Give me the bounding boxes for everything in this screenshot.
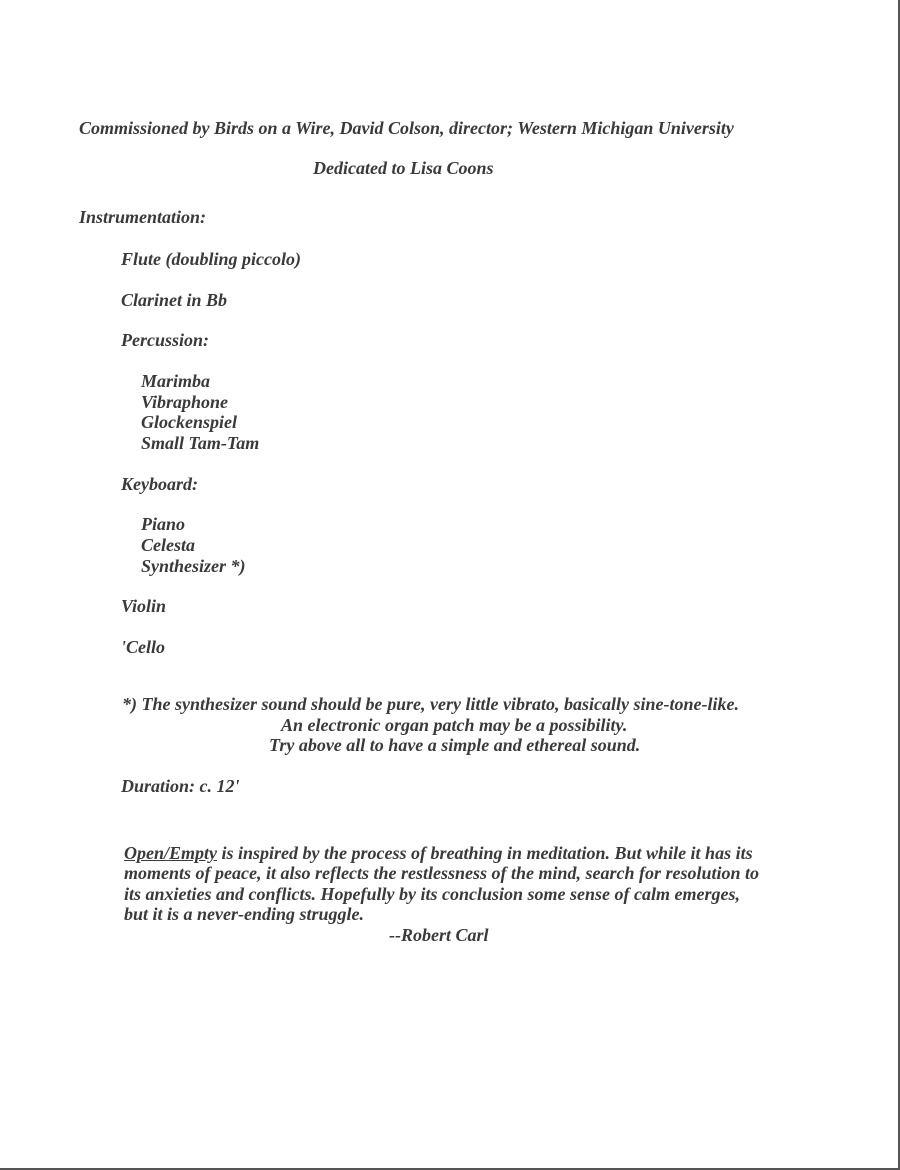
percussion-item: Small Tam-Tam <box>141 433 260 453</box>
percussion-item: Marimba <box>141 371 211 391</box>
keyboard-heading: Keyboard: <box>121 474 198 494</box>
work-title: Open/Empty <box>124 843 217 863</box>
footnote-line-1: *) The synthesizer sound should be pure, very little vibrato, basically sine-tone-like. <box>122 694 739 714</box>
instrument-clarinet: Clarinet in Bb <box>121 290 228 310</box>
keyboard-item: Piano <box>141 514 186 534</box>
keyboard-item: Synthesizer *) <box>141 556 246 576</box>
percussion-heading: Percussion: <box>121 330 210 350</box>
instrumentation-heading: Instrumentation: <box>79 207 207 227</box>
footnote-line-2: An electronic organ patch may be a possibility. <box>281 715 628 735</box>
program-note-line-2: moments of peace, it also reflects the restlessness of the mind, search for resolution to <box>124 863 759 883</box>
commission-line: Commissioned by Birds on a Wire, David Colson, director; Western Michigan University <box>79 118 734 138</box>
program-note-line-1 <box>124 843 753 864</box>
dedication-line: Dedicated to Lisa Coons <box>313 158 494 178</box>
instrument-violin: Violin <box>121 596 167 616</box>
program-note-line-4: but it is a never-ending struggle. <box>124 904 365 924</box>
instrument-cello: 'Cello <box>121 637 165 657</box>
percussion-item: Glockenspiel <box>141 412 237 432</box>
program-note-line-3: its anxieties and conflicts. Hopefully by its conclusion some sense of calm emerges, <box>124 884 740 904</box>
duration: Duration: c. 12' <box>121 776 240 796</box>
instrument-flute: Flute (doubling piccolo) <box>121 249 301 269</box>
footnote-line-3: Try above all to have a simple and ethereal sound. <box>269 735 641 755</box>
composer-signature: --Robert Carl <box>389 925 489 945</box>
percussion-item: Vibraphone <box>141 392 229 412</box>
program-note-line-1-text: is inspired by the process of breathing in meditation. But while it has its <box>217 843 753 863</box>
keyboard-item: Celesta <box>141 535 195 555</box>
